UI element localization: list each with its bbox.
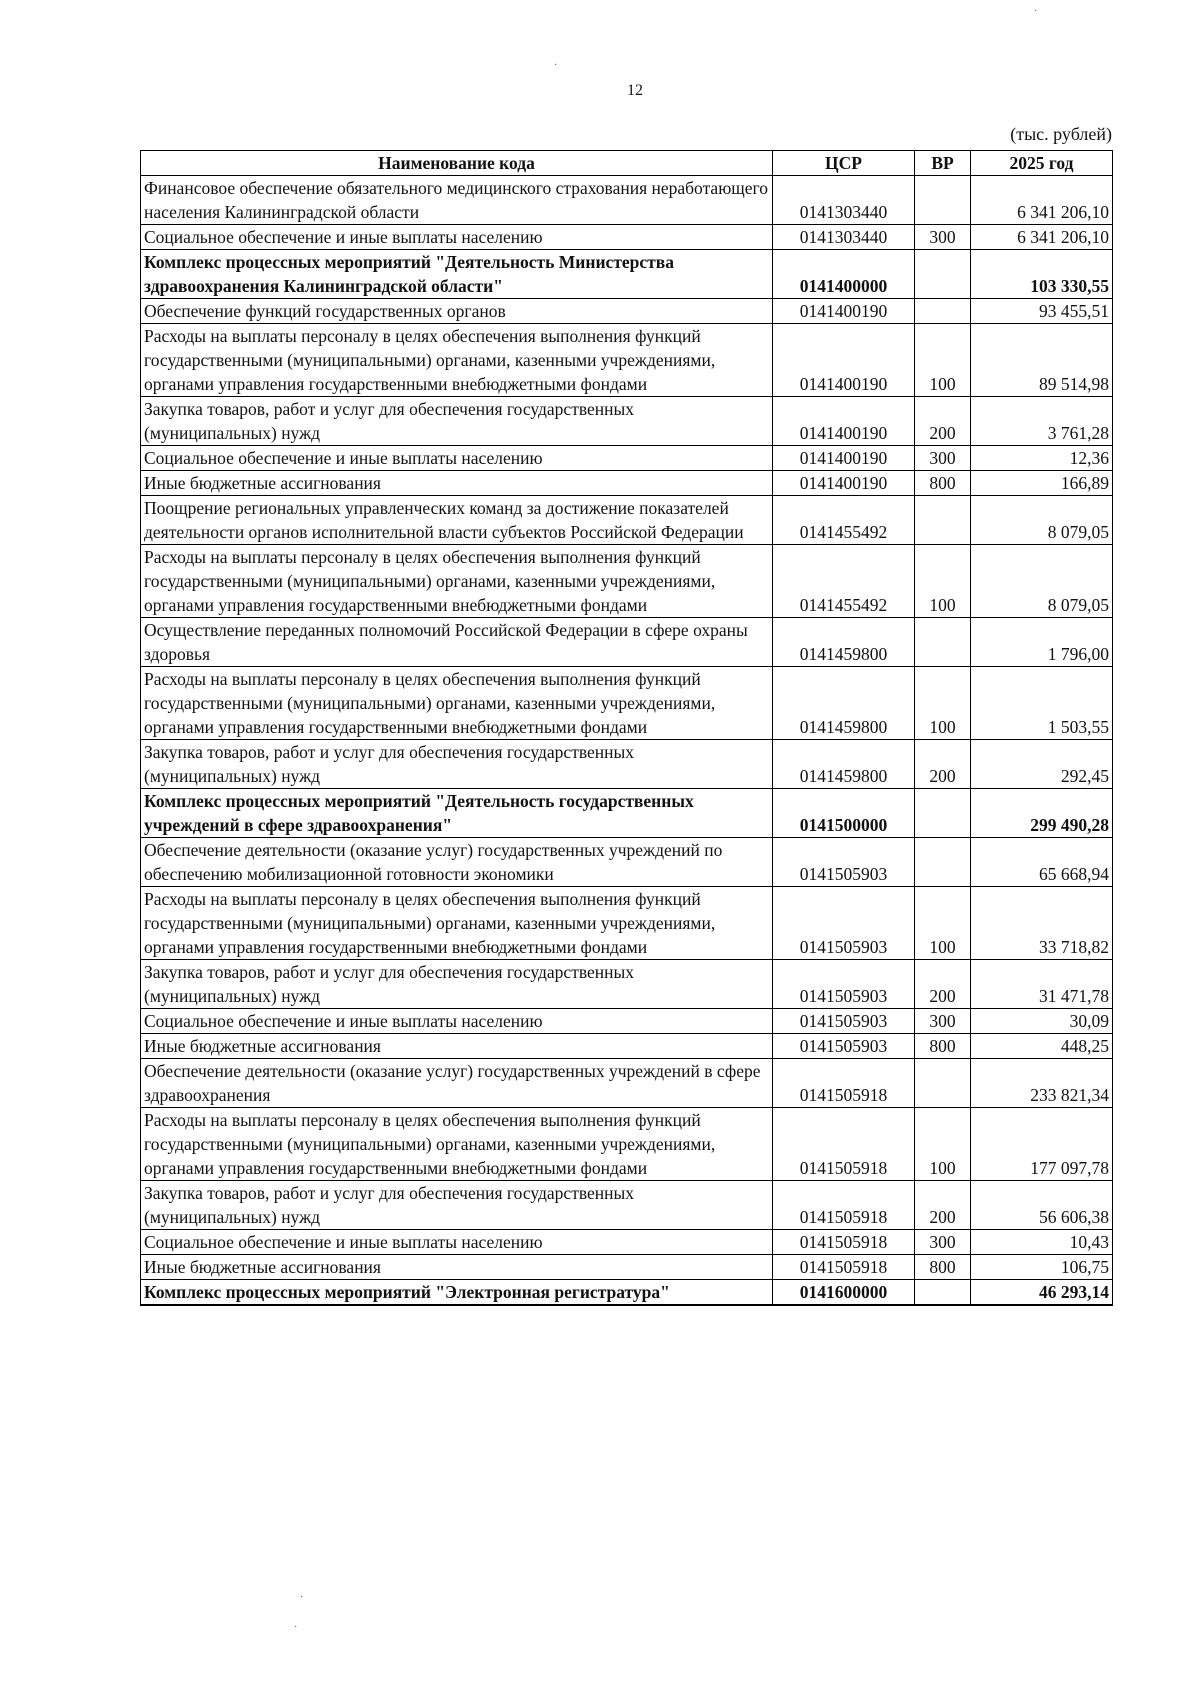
scan-speck: ·: [300, 1592, 304, 1603]
cell-name: Иные бюджетные ассигнования: [141, 1255, 773, 1280]
cell-vr: [915, 299, 971, 324]
cell-vr: 300: [915, 225, 971, 250]
cell-vr: [915, 1280, 971, 1306]
table-row: [141, 740, 1113, 789]
table-row: [141, 887, 1113, 960]
cell-amount: 6 341 206,10: [971, 225, 1113, 250]
cell-vr: [915, 789, 971, 838]
cell-vr: 800: [915, 471, 971, 496]
cell-name: Расходы на выплаты персоналу в целях обеспечения выполнения функций государственными (муниципальными) органами, казенными учреждениями, органами управления государственными внебюджетными фондами: [141, 1108, 773, 1181]
cell-vr: [915, 838, 971, 887]
cell-name: Поощрение региональных управленческих команд за достижение показателей деятельности органов исполнительной власти субъектов Российской Федерации: [141, 496, 773, 545]
cell-vr: 100: [915, 324, 971, 397]
cell-name: Иные бюджетные ассигнования: [141, 1034, 773, 1059]
table-row: [141, 176, 1113, 225]
table-row: [141, 960, 1113, 1009]
cell-csr: 0141505903: [773, 1009, 915, 1034]
header-name: Наименование кода: [141, 151, 773, 176]
table-row: [141, 545, 1113, 618]
cell-csr: 0141303440: [773, 225, 915, 250]
table-row: [141, 1230, 1113, 1255]
cell-amount: 89 514,98: [971, 324, 1113, 397]
cell-amount: 1 796,00: [971, 618, 1113, 667]
cell-name: Иные бюджетные ассигнования: [141, 471, 773, 496]
page-number: 12: [627, 82, 643, 99]
cell-name: Комплекс процессных мероприятий "Электронная регистратура": [141, 1280, 773, 1306]
cell-amount: 233 821,34: [971, 1059, 1113, 1108]
cell-amount: 56 606,38: [971, 1181, 1113, 1230]
cell-csr: 0141455492: [773, 545, 915, 618]
cell-vr: [915, 618, 971, 667]
units-label: (тыс. рублей): [1010, 124, 1112, 144]
cell-csr: 0141400190: [773, 299, 915, 324]
cell-vr: 300: [915, 446, 971, 471]
cell-name: Комплекс процессных мероприятий "Деятельность государственных учреждений в сфере здравоохранения": [141, 789, 773, 838]
header-csr: ЦСР: [773, 151, 915, 176]
cell-csr: 0141400190: [773, 324, 915, 397]
cell-name: Расходы на выплаты персоналу в целях обеспечения выполнения функций государственными (муниципальными) органами, казенными учреждениями, органами управления государственными внебюджетными фондами: [141, 324, 773, 397]
cell-amount: 1 503,55: [971, 667, 1113, 740]
cell-csr: 0141600000: [773, 1280, 915, 1306]
table-row: [141, 1059, 1113, 1108]
scan-speck: ·: [1034, 6, 1038, 17]
cell-name: Обеспечение деятельности (оказание услуг) государственных учреждений в сфере здравоохранения: [141, 1059, 773, 1108]
table-row: [141, 471, 1113, 496]
cell-csr: 0141505903: [773, 887, 915, 960]
scan-speck: ·: [294, 1622, 298, 1633]
table-row: [141, 397, 1113, 446]
table-body: [141, 176, 1113, 1306]
cell-vr: 300: [915, 1009, 971, 1034]
cell-vr: 200: [915, 397, 971, 446]
table-row: [141, 1009, 1113, 1034]
cell-vr: 800: [915, 1255, 971, 1280]
cell-amount: 46 293,14: [971, 1280, 1113, 1306]
cell-csr: 0141400190: [773, 471, 915, 496]
table-header-row: [141, 151, 1113, 176]
header-vr: ВР: [915, 151, 971, 176]
cell-vr: [915, 496, 971, 545]
cell-name: Расходы на выплаты персоналу в целях обеспечения выполнения функций государственными (муниципальными) органами, казенными учреждениями, органами управления государственными внебюджетными фондами: [141, 667, 773, 740]
cell-name: Закупка товаров, работ и услуг для обеспечения государственных (муниципальных) нужд: [141, 1181, 773, 1230]
cell-vr: 200: [915, 960, 971, 1009]
cell-vr: [915, 250, 971, 299]
cell-name: Расходы на выплаты персоналу в целях обеспечения выполнения функций государственными (муниципальными) органами, казенными учреждениями, органами управления государственными внебюджетными фондами: [141, 887, 773, 960]
cell-csr: 0141400190: [773, 446, 915, 471]
table-row: [141, 446, 1113, 471]
cell-vr: 100: [915, 667, 971, 740]
table-row: [141, 1181, 1113, 1230]
cell-csr: 0141459800: [773, 667, 915, 740]
table-row: [141, 667, 1113, 740]
cell-csr: 0141505918: [773, 1255, 915, 1280]
cell-amount: 292,45: [971, 740, 1113, 789]
table-row: [141, 1255, 1113, 1280]
table-row: [141, 789, 1113, 838]
budget-table: [140, 150, 1113, 1306]
cell-name: Закупка товаров, работ и услуг для обеспечения государственных (муниципальных) нужд: [141, 740, 773, 789]
table-row: [141, 299, 1113, 324]
cell-amount: 299 490,28: [971, 789, 1113, 838]
cell-csr: 0141459800: [773, 740, 915, 789]
cell-name: Комплекс процессных мероприятий "Деятельность Министерства здравоохранения Калининградской области": [141, 250, 773, 299]
cell-csr: 0141400190: [773, 397, 915, 446]
cell-csr: 0141459800: [773, 618, 915, 667]
cell-name: Осуществление переданных полномочий Российской Федерации в сфере охраны здоровья: [141, 618, 773, 667]
cell-csr: 0141303440: [773, 176, 915, 225]
cell-vr: [915, 1059, 971, 1108]
cell-csr: 0141505903: [773, 960, 915, 1009]
cell-name: Закупка товаров, работ и услуг для обеспечения государственных (муниципальных) нужд: [141, 960, 773, 1009]
cell-amount: 166,89: [971, 471, 1113, 496]
header-year: 2025 год: [971, 151, 1113, 176]
cell-amount: 31 471,78: [971, 960, 1113, 1009]
table-row: [141, 1108, 1113, 1181]
cell-name: Обеспечение деятельности (оказание услуг) государственных учреждений по обеспечению мобилизационной готовности экономики: [141, 838, 773, 887]
cell-vr: 300: [915, 1230, 971, 1255]
table-row: [141, 838, 1113, 887]
cell-csr: 0141500000: [773, 789, 915, 838]
cell-amount: 177 097,78: [971, 1108, 1113, 1181]
cell-csr: 0141505903: [773, 1034, 915, 1059]
cell-name: Закупка товаров, работ и услуг для обеспечения государственных (муниципальных) нужд: [141, 397, 773, 446]
cell-csr: 0141400000: [773, 250, 915, 299]
cell-amount: 10,43: [971, 1230, 1113, 1255]
cell-amount: 106,75: [971, 1255, 1113, 1280]
cell-amount: 103 330,55: [971, 250, 1113, 299]
table-row: [141, 1280, 1113, 1306]
cell-csr: 0141505918: [773, 1230, 915, 1255]
cell-vr: [915, 176, 971, 225]
cell-csr: 0141455492: [773, 496, 915, 545]
cell-vr: 100: [915, 887, 971, 960]
cell-csr: 0141505903: [773, 838, 915, 887]
table-row: [141, 618, 1113, 667]
cell-vr: 100: [915, 1108, 971, 1181]
cell-amount: 448,25: [971, 1034, 1113, 1059]
cell-vr: 800: [915, 1034, 971, 1059]
cell-amount: 8 079,05: [971, 496, 1113, 545]
cell-amount: 33 718,82: [971, 887, 1113, 960]
cell-name: Социальное обеспечение и иные выплаты населению: [141, 225, 773, 250]
table-row: [141, 225, 1113, 250]
cell-amount: 65 668,94: [971, 838, 1113, 887]
cell-name: Социальное обеспечение и иные выплаты населению: [141, 1009, 773, 1034]
cell-csr: 0141505918: [773, 1059, 915, 1108]
cell-amount: 30,09: [971, 1009, 1113, 1034]
cell-csr: 0141505918: [773, 1108, 915, 1181]
cell-amount: 6 341 206,10: [971, 176, 1113, 225]
table-row: [141, 250, 1113, 299]
cell-amount: 3 761,28: [971, 397, 1113, 446]
table-row: [141, 324, 1113, 397]
cell-name: Социальное обеспечение и иные выплаты населению: [141, 446, 773, 471]
cell-csr: 0141505918: [773, 1181, 915, 1230]
cell-name: Расходы на выплаты персоналу в целях обеспечения выполнения функций государственными (муниципальными) органами, казенными учреждениями, органами управления государственными внебюджетными фондами: [141, 545, 773, 618]
cell-name: Социальное обеспечение и иные выплаты населению: [141, 1230, 773, 1255]
cell-amount: 93 455,51: [971, 299, 1113, 324]
cell-name: Финансовое обеспечение обязательного медицинского страхования неработающего населения Калининградской области: [141, 176, 773, 225]
cell-amount: 12,36: [971, 446, 1113, 471]
scan-speck: ·: [554, 60, 558, 71]
cell-amount: 8 079,05: [971, 545, 1113, 618]
table-row: [141, 496, 1113, 545]
cell-vr: 200: [915, 1181, 971, 1230]
cell-name: Обеспечение функций государственных органов: [141, 299, 773, 324]
cell-vr: 100: [915, 545, 971, 618]
cell-vr: 200: [915, 740, 971, 789]
table-row: [141, 1034, 1113, 1059]
